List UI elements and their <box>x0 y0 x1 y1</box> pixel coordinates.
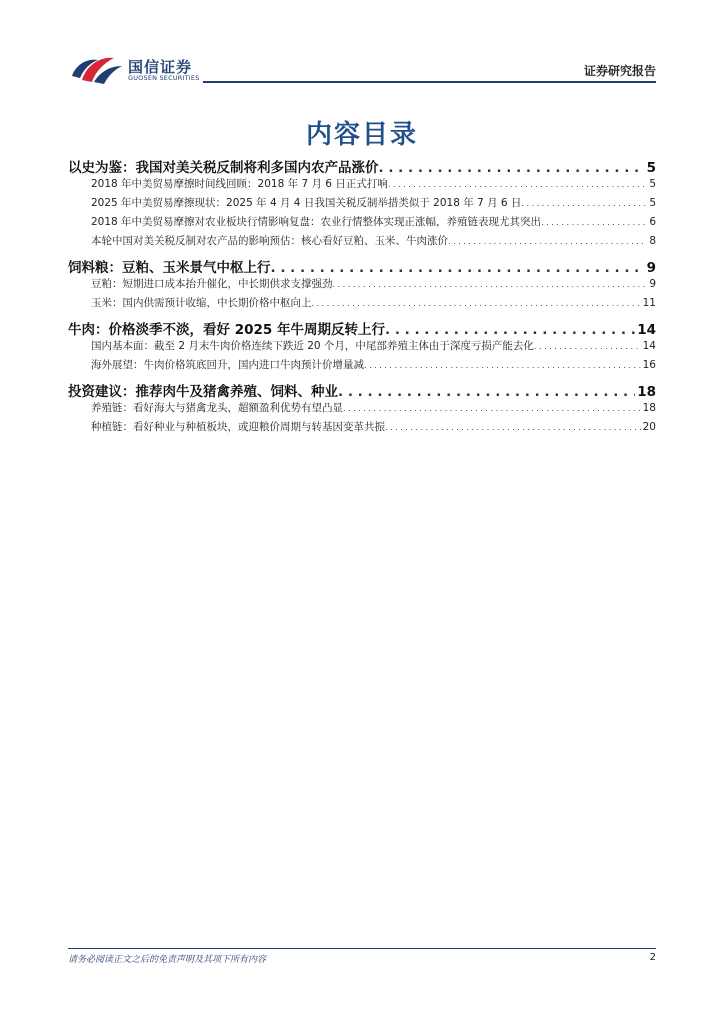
toc-subsection-title: 海外展望：牛肉价格筑底回升，国内进口牛肉预计价增量减 <box>91 359 364 371</box>
toc-section-4[interactable] <box>68 380 656 400</box>
toc-section-1[interactable] <box>68 156 656 176</box>
toc-subsection-2-1[interactable] <box>68 276 656 295</box>
toc-page-number: 9 <box>649 278 656 290</box>
toc-subsection-2-2[interactable] <box>68 295 656 314</box>
toc-page-number: 20 <box>642 421 656 433</box>
company-logo <box>68 50 268 84</box>
table-of-contents <box>68 156 656 438</box>
toc-section-2[interactable] <box>68 256 656 276</box>
toc-subsection-1-4[interactable] <box>68 233 656 252</box>
toc-section-title: 投资建议：推荐肉牛及猪禽养殖、饲料、种业 <box>68 384 338 400</box>
toc-subsection-title: 2018 年中美贸易摩擦对农业板块行情影响复盘：农业行情整体实现正涨幅，养殖链表现尤其突出 <box>91 216 542 228</box>
toc-subsection-1-3[interactable] <box>68 214 656 233</box>
toc-page-number: 16 <box>642 359 656 371</box>
toc-subsection-4-1[interactable] <box>68 400 656 419</box>
toc-subsection-3-1[interactable] <box>68 338 656 357</box>
page-number: 2 <box>649 952 656 963</box>
toc-leader-dots <box>343 404 641 413</box>
toc-section-title: 饲料粮：豆粕、玉米景气中枢上行 <box>68 260 271 276</box>
toc-subsection-title: 2018 年中美贸易摩擦时间线回顾：2018 年 7 月 6 日正式打响 <box>91 178 388 190</box>
logo-english-name: GUOSEN SECURITIES <box>128 74 200 82</box>
header-divider <box>203 81 656 83</box>
toc-subsection-title: 国内基本面：截至 2 月末牛肉价格连续下跌近 20 个月，中尾部养殖主体由于深度亏损产能去化 <box>91 340 534 352</box>
toc-leader-dots <box>448 237 647 246</box>
toc-page-number: 5 <box>646 160 656 176</box>
toc-page-number: 14 <box>642 340 656 352</box>
toc-leader-dots <box>338 384 635 400</box>
toc-subsection-title: 养殖链：看好海大与猪禽龙头，超额盈利优势有望凸显 <box>91 402 343 414</box>
toc-subsection-title: 豆粕：短期进口成本抬升催化，中长期供求支撑强劲 <box>91 278 333 290</box>
toc-page-number: 18 <box>637 384 656 400</box>
toc-title: 内容目录 <box>305 120 418 150</box>
guosen-logo-icon <box>68 50 124 84</box>
toc-section-title: 牛肉：价格淡季不淡，看好 2025 年牛周期反转上行 <box>68 322 385 338</box>
toc-page-number: 5 <box>649 197 656 209</box>
toc-leader-dots <box>312 299 641 308</box>
toc-leader-dots <box>379 160 645 176</box>
toc-leader-dots <box>364 361 641 370</box>
toc-leader-dots <box>333 280 648 289</box>
footer-disclaimer: 请务必阅读正文之后的免责声明及其项下所有内容 <box>68 955 267 965</box>
toc-section-3[interactable] <box>68 318 656 338</box>
toc-subsection-title: 种植链：看好种业与种植板块，或迎粮价周期与转基因变革共振 <box>91 421 385 433</box>
toc-page-number: 14 <box>637 322 656 338</box>
toc-subsection-title: 2025 年中美贸易摩擦现状：2025 年 4 月 4 日我国关税反制举措类似于 2018 年 7 月 6 日 <box>91 197 522 209</box>
toc-section-title: 以史为鉴：我国对美关税反制将利多国内农产品涨价 <box>68 160 379 176</box>
logo-chinese-name: 国信证券 <box>128 58 193 76</box>
toc-page-number: 18 <box>642 402 656 414</box>
toc-leader-dots <box>541 218 647 227</box>
report-type-label: 证券研究报告 <box>583 64 656 78</box>
toc-page-number: 6 <box>649 216 656 228</box>
toc-subsection-1-2[interactable] <box>68 195 656 214</box>
toc-leader-dots <box>385 322 635 338</box>
toc-leader-dots <box>534 342 641 351</box>
page-header <box>68 46 656 86</box>
toc-subsection-1-1[interactable] <box>68 176 656 195</box>
toc-subsection-4-2[interactable] <box>68 419 656 438</box>
toc-subsection-3-2[interactable] <box>68 357 656 376</box>
toc-leader-dots <box>388 180 647 189</box>
footer-divider <box>68 948 656 949</box>
toc-leader-dots <box>385 423 641 432</box>
toc-page-number: 5 <box>649 178 656 190</box>
toc-subsection-title: 本轮中国对美关税反制对农产品的影响预估：核心看好豆粕、玉米、牛肉涨价 <box>91 235 448 247</box>
toc-subsection-title: 玉米：国内供需预计收缩，中长期价格中枢向上 <box>91 297 312 309</box>
toc-page-number: 11 <box>642 297 656 309</box>
toc-leader-dots <box>521 199 647 208</box>
toc-page-number: 9 <box>646 260 656 276</box>
toc-page-number: 8 <box>649 235 656 247</box>
toc-leader-dots <box>271 260 645 276</box>
